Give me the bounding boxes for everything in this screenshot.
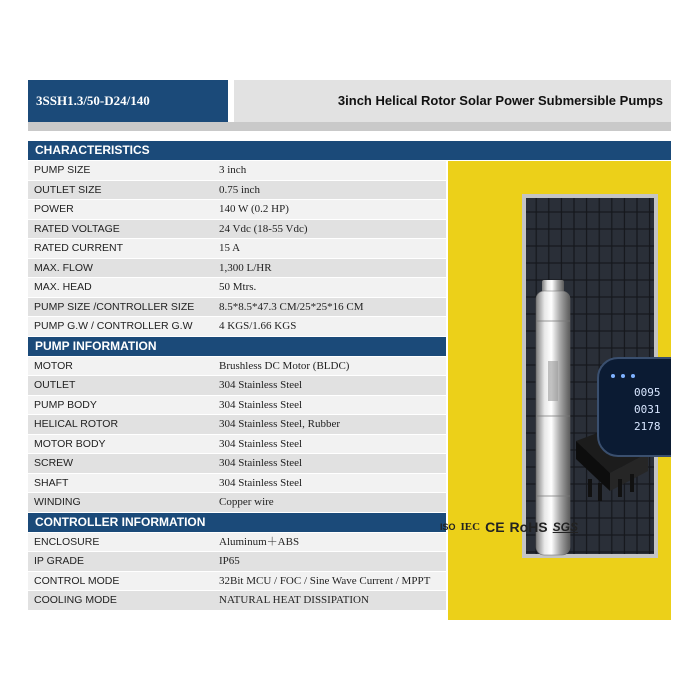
spec-value: Brushless DC Motor (BLDC) xyxy=(219,359,350,372)
spec-label: PUMP G.W / CONTROLLER G.W xyxy=(34,320,193,332)
spec-value: 4 KGS/1.66 KGS xyxy=(219,320,297,332)
pump-image xyxy=(536,280,570,555)
iec-logo: IEC xyxy=(460,521,481,533)
spec-label: MAX. HEAD xyxy=(34,281,92,293)
spec-value: NATURAL HEAT DISSIPATION xyxy=(219,594,369,606)
spec-value: 32Bit MCU / FOC / Sine Wave Current / MPPT xyxy=(219,574,431,587)
spec-label: IP GRADE xyxy=(34,555,84,567)
spec-value: 304 Stainless Steel xyxy=(219,457,303,469)
spec-value: 140 W (0.2 HP) xyxy=(219,203,289,215)
spec-value: 0.75 inch xyxy=(219,183,260,196)
spec-value: 304 Stainless Steel xyxy=(219,476,303,489)
spec-row xyxy=(28,552,448,572)
product-title: 3inch Helical Rotor Solar Power Submersible Pumps xyxy=(234,80,671,122)
display-reading: 2178 xyxy=(634,420,661,433)
spec-label: COOLING MODE xyxy=(34,594,117,606)
spec-row xyxy=(28,454,448,474)
spec-value: 1,300 L/HR xyxy=(219,261,272,274)
model-number: 3SSH1.3/50-D24/140 xyxy=(28,80,228,122)
spec-label: OUTLET xyxy=(34,379,76,391)
spec-value: 50 Mtrs. xyxy=(219,281,257,293)
spec-row xyxy=(28,533,448,553)
spec-value: 304 Stainless Steel xyxy=(219,437,303,450)
spec-row xyxy=(28,317,448,337)
spec-label: MOTOR BODY xyxy=(34,437,106,450)
spec-row xyxy=(28,298,448,318)
controller-display xyxy=(598,358,671,456)
spec-value: Aluminum＋ABS xyxy=(219,535,300,548)
spec-value: 24 Vdc (18-55 Vdc) xyxy=(219,222,308,235)
spec-label: SHAFT xyxy=(34,476,69,489)
iso-logo: ISO xyxy=(440,522,456,532)
spec-label: WINDING xyxy=(34,496,81,508)
spec-value: IP65 xyxy=(219,555,240,567)
spec-label: SCREW xyxy=(34,457,74,469)
spec-row xyxy=(28,396,448,416)
header-divider xyxy=(28,122,671,131)
spec-row xyxy=(28,181,448,201)
section-header: CONTROLLER INFORMATION xyxy=(28,513,671,532)
product-image-panel xyxy=(448,161,671,620)
spec-row xyxy=(28,278,448,298)
spec-label: POWER xyxy=(34,203,74,215)
spec-label: CONTROL MODE xyxy=(34,574,120,587)
spec-label: MOTOR xyxy=(34,359,73,372)
spec-row xyxy=(28,435,448,455)
spec-label: RATED CURRENT xyxy=(34,242,124,254)
spec-row xyxy=(28,572,448,592)
spec-row xyxy=(28,591,448,611)
spec-row xyxy=(28,259,448,279)
product-illustration xyxy=(448,161,671,620)
spec-sheet xyxy=(28,80,671,620)
section-header: CHARACTERISTICS xyxy=(28,141,671,160)
spec-value: 15 A xyxy=(219,242,241,254)
rohs-logo: RoHS xyxy=(509,519,548,535)
spec-row xyxy=(28,493,448,513)
spec-row xyxy=(28,415,448,435)
spec-label: PUMP SIZE xyxy=(34,164,91,176)
spec-label: PUMP SIZE /CONTROLLER SIZE xyxy=(34,300,195,313)
spec-row xyxy=(28,376,448,396)
display-reading: 0031 xyxy=(634,403,661,416)
spec-row xyxy=(28,161,448,181)
spec-value: 304 Stainless Steel xyxy=(219,398,303,411)
ce-logo: CE xyxy=(485,519,505,535)
spec-value: Copper wire xyxy=(219,496,274,508)
spec-value: 304 Stainless Steel, Rubber xyxy=(219,418,340,430)
spec-label: ENCLOSURE xyxy=(34,535,100,548)
spec-label: PUMP BODY xyxy=(34,398,97,411)
sgs-logo: SGS xyxy=(552,520,578,534)
spec-label: MAX. FLOW xyxy=(34,261,93,274)
spec-row xyxy=(28,474,448,494)
spec-label: OUTLET SIZE xyxy=(34,183,102,196)
spec-row xyxy=(28,220,448,240)
spec-value: 304 Stainless Steel xyxy=(219,379,303,391)
spec-value: 8.5*8.5*47.3 CM/25*25*16 CM xyxy=(219,300,364,313)
certification-logos xyxy=(440,518,630,536)
display-reading: 0095 xyxy=(634,386,661,399)
spec-label: RATED VOLTAGE xyxy=(34,222,120,235)
spec-row xyxy=(28,200,448,220)
section-header: PUMP INFORMATION xyxy=(28,337,671,356)
spec-row xyxy=(28,357,448,377)
spec-row xyxy=(28,239,448,259)
spec-value: 3 inch xyxy=(219,164,247,176)
spec-label: HELICAL ROTOR xyxy=(34,418,119,430)
